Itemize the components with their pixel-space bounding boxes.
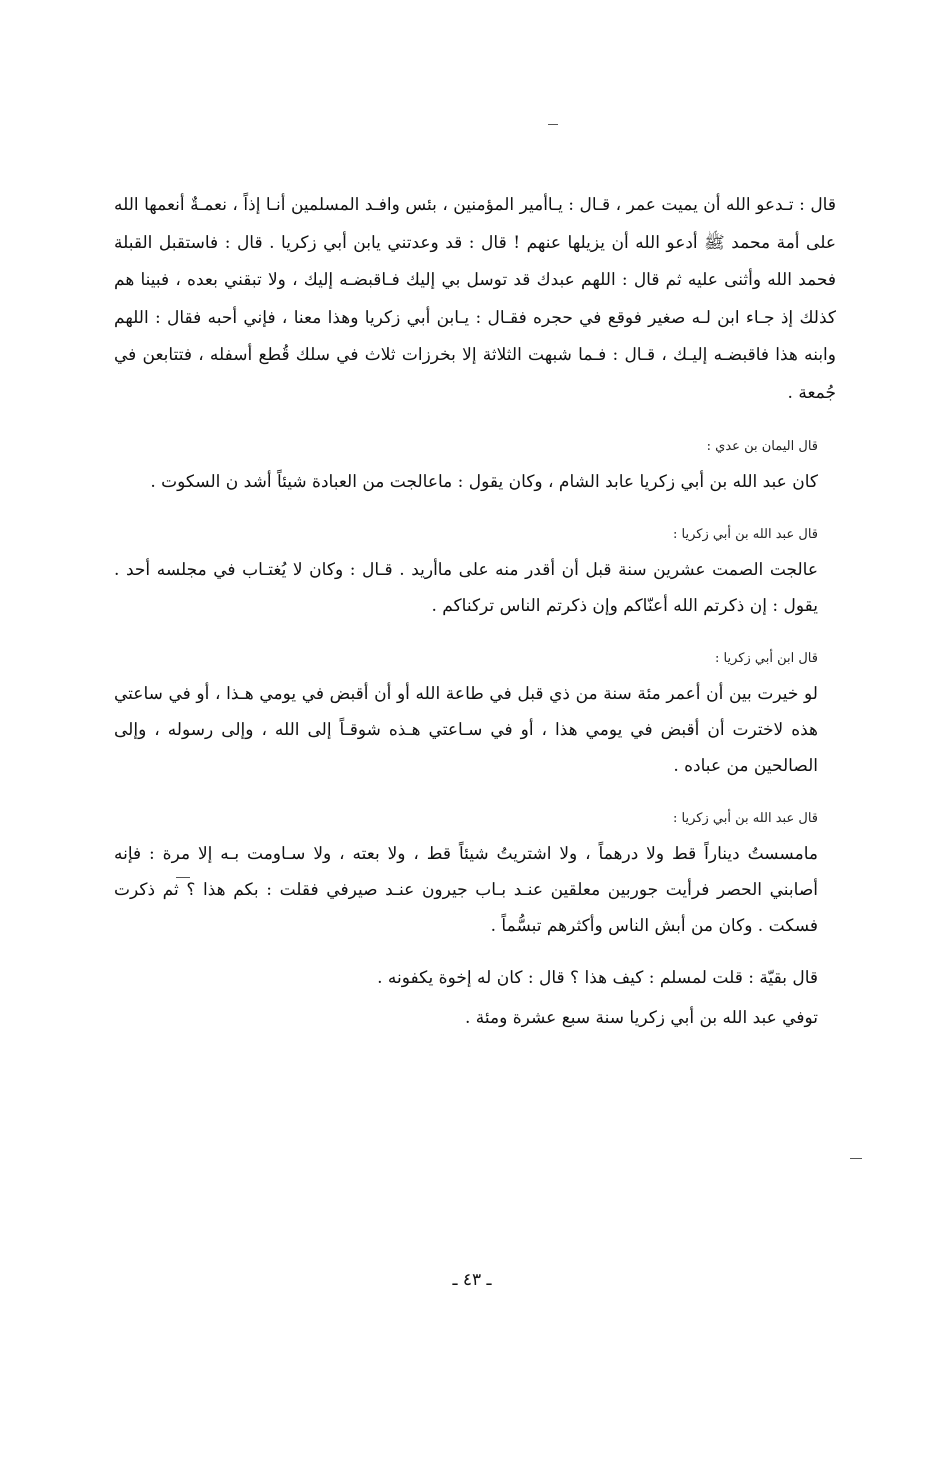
- closing-block: [114, 958, 836, 1038]
- quote-section: [114, 434, 836, 500]
- page-number: ـ ٤٣ ـ: [452, 1270, 492, 1290]
- closing-line: قال بقيّة : قلت لمسلم : كيف هذا ؟ قال : كان له إخوة يكفونه .: [377, 968, 818, 988]
- quote-section: [114, 806, 836, 944]
- scan-mark: [850, 1158, 862, 1159]
- quote-text: عالجت الصمت عشرين سنة قبل أن أقدر منه على ماأريد . قـال : وكان لا يُغتـاب في مجلسه أحد . يقول : إن ذكرتم الله أعنّاكم وإن ذكرتم الناس تركناكم .: [114, 560, 818, 616]
- quote-text: لو خيرت بين أن أعمر مئة سنة من ذي قبل في طاعة الله أو أن أقبض في يومي هـذا ، أو في ساعتي هذه لاخترت أن أقبض في يومي هذا ، أو في سـاعتي هـذه شوقـاً إلى الله ، وإلى رسوله ، وإلى الصالحين من عباده .: [114, 684, 818, 776]
- quote-section: [114, 646, 836, 784]
- quote-heading: قال ابن أبي زكريا :: [715, 651, 818, 666]
- page-body: [114, 187, 836, 1038]
- quote-heading: قال اليمان بن عدي :: [706, 439, 818, 454]
- quote-section: [114, 522, 836, 624]
- quote-heading: قال عبد الله بن أبي زكريا :: [673, 811, 818, 826]
- closing-line: توفي عبد الله بن أبي زكريا سنة سبع عشرة ومئة .: [464, 1008, 818, 1028]
- opening-paragraph: قال : تـدعو الله أن يميت عمر ، قـال : يـاأمير المؤمنين ، بئس وافـد المسلمين أنـا إذاً ، نعمـةٌ أنعمها الله على أمة محمد ﷺ أدعو الله أن يزيلها عنهم ! قال : قد وعدتني يابن أبي زكريا . قال : فاستقبل القبلة فحمد الله وأثنى عليه ثم قال : اللهم عبدك قد توسل بي إليك فـاقبضـه إليك ، ولا تبقني بعده ، فبينا هم كذلك إذ جـاء ابن لـه صغير فوقع في حجره فقـال : يـابن أبي زكريا وهذا معنا ، فإني أحبه فقال : اللهم وابنه هذا فاقبضـه إليـك ، قـال : فـما شبهت الثلاثة إلا بخرزات ثلاث في سلك قُطع أسفله ، فتتابعن في جُمعة .: [114, 195, 836, 403]
- scan-mark: [548, 124, 558, 125]
- quote-text: مامسستُ ديناراً قط ولا درهماً ، ولا اشتريتُ شيئاً قط ، ولا بعته ، ولا سـاومت بـه إلا مرة : فإنه أصابني الحصر فرأيت جوربين معلقين عنـد بـاب جيرون عنـد صيرفي فقلت : بكم هذا ؟ ثم ذكرت فسكت . وكان من أبش الناس وأكثرهم تبسُّماً .: [114, 844, 818, 936]
- quote-heading: قال عبد الله بن أبي زكريا :: [673, 527, 818, 542]
- quote-text: كان عبد الله بن أبي زكريا عابد الشام ، وكان يقول : ماعالجت من العبادة شيئاً أشد ن السكوت .: [150, 472, 818, 492]
